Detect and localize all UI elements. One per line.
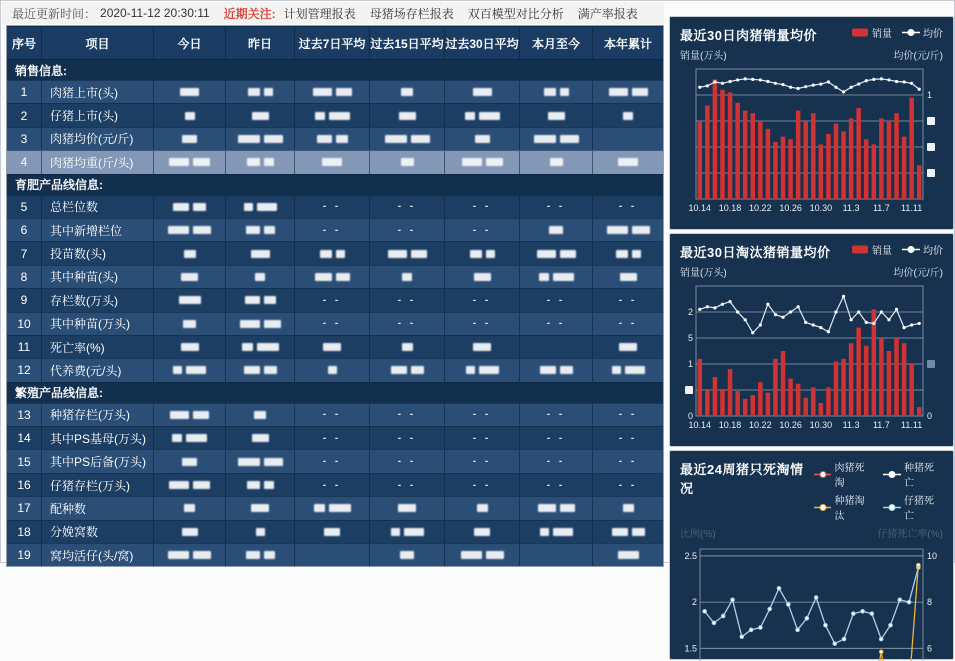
svg-text:11.11: 11.11 [901,203,923,213]
table-row[interactable] [7,150,663,173]
row-label: 其中新增栏位 [42,218,154,241]
empty-value-dashes: - - [593,449,663,472]
chart-canvas [680,63,941,215]
redacted-value [445,150,520,173]
empty-value-dashes: - - [445,218,520,241]
table-row[interactable] [7,265,663,288]
table-row[interactable] [7,520,663,543]
row-label: 投苗数(头) [42,241,154,264]
redacted-value [154,520,226,543]
left-axis-label: 销量(万头) [680,51,727,62]
empty-value-dashes: - - [593,288,663,311]
svg-text:10: 10 [927,550,938,561]
svg-text:11.7: 11.7 [872,420,890,430]
svg-text:2.5: 2.5 [684,550,697,561]
table-row[interactable] [7,288,663,311]
table-row[interactable] [7,312,663,335]
empty-value-dashes: - - [370,288,445,311]
redacted-value [226,312,295,335]
legend-label: 仔猪死亡 [904,496,934,522]
redacted-value [520,520,593,543]
line-dot-icon [883,503,901,512]
redacted-value [520,80,593,103]
redacted-value [370,241,445,264]
row-number: 2 [7,103,42,126]
chart-title: 最近24周猪只死淘情况 [680,462,804,496]
redacted-value [226,335,295,358]
redacted-value [520,241,593,264]
row-label: 其中种苗(头) [42,265,154,288]
redacted-value [154,312,226,335]
empty-value-dashes: - - [520,288,593,311]
empty-value-dashes: - - [445,473,520,496]
redacted-value [295,150,370,173]
empty-value-dashes: - - [593,195,663,218]
redacted-value [226,127,295,150]
section-header: 繁殖产品线信息: [7,382,663,403]
row-label: 配种数 [42,496,154,519]
row-label: 仔猪上市(头) [42,103,154,126]
legend-item[interactable] [814,492,874,522]
right-axis-label: 均价(元/斤) [893,268,943,279]
empty-value-dashes: - - [370,312,445,335]
redacted-value [370,127,445,150]
section-header: 育肥产品线信息: [7,174,663,195]
redacted-value [445,358,520,381]
chart-title: 最近30日肉猪销量均价 [680,28,817,43]
table-row[interactable] [7,496,663,519]
row-label: 存栏数(万头) [42,288,154,311]
redacted-value [295,496,370,519]
svg-text:10.18: 10.18 [718,203,742,213]
empty-value-dashes: - - [593,403,663,426]
table-row[interactable] [7,127,663,150]
line-dot-icon [902,245,920,254]
row-label: 肉猪均重(斤/头) [42,150,154,173]
svg-text:11.3: 11.3 [842,420,860,430]
table-row[interactable] [7,80,663,103]
legend-item[interactable] [851,242,892,257]
chart-card-cull-pig-sales [669,233,954,447]
redacted-value [154,403,226,426]
svg-text:10.26: 10.26 [779,203,802,213]
line-dot-icon [902,28,920,37]
row-number: 11 [7,335,42,358]
redacted-value [226,288,295,311]
svg-text:10.26: 10.26 [779,420,802,430]
redacted-value [520,103,593,126]
svg-text:11.7: 11.7 [872,203,890,213]
update-time-value: 2020-11-12 20:30:11 [100,6,210,20]
redacted-value [154,195,226,218]
chart-card-pig-sales [669,16,954,230]
redacted-value [295,241,370,264]
link-sow-farm-report[interactable]: 母猪场存栏报表 [369,6,454,21]
redacted-value [445,265,520,288]
empty-value-dashes: - - [520,449,593,472]
row-number: 13 [7,403,42,426]
empty-value-dashes: - - [295,312,370,335]
legend-label: 销量 [872,246,892,257]
redacted-value [520,150,593,173]
redacted-value [593,241,663,264]
redacted-value [226,218,295,241]
row-number: 16 [7,473,42,496]
row-number: 7 [7,241,42,264]
empty-value-dashes: - - [520,195,593,218]
empty-value-dashes: - - [445,449,520,472]
chart-legend [851,242,943,257]
row-number: 4 [7,150,42,173]
chart-canvas [680,541,941,661]
redacted-value [593,496,663,519]
row-number: 3 [7,127,42,150]
empty-value-dashes: - - [295,288,370,311]
line-dot-icon [814,470,832,479]
redacted-value [520,496,593,519]
column-header: 昨日 [226,26,295,59]
empty-value-dashes: - - [370,426,445,449]
redacted-value [154,288,226,311]
redacted-value [226,473,295,496]
svg-text:1: 1 [687,359,693,369]
svg-text:2: 2 [691,597,697,608]
line-dot-icon [814,503,832,512]
redacted-value [226,403,295,426]
redacted-value [295,335,370,358]
left-axis-label: 比例(%) [680,529,716,540]
column-header: 今日 [154,26,226,59]
legend-label: 种猪淘汰 [834,496,865,522]
empty-value-dashes: - - [520,473,593,496]
svg-text:2: 2 [687,307,693,317]
column-header: 本月至今 [520,26,593,59]
row-number: 1 [7,80,42,103]
redacted-value [226,358,295,381]
redacted-value [226,103,295,126]
chart-card-death-cull [669,450,954,660]
row-number: 19 [7,543,42,566]
svg-text:10.22: 10.22 [749,420,772,430]
svg-text:10.14: 10.14 [688,420,712,430]
redacted-value [593,103,663,126]
chart-title: 最近30日淘汰猪销量均价 [680,245,831,260]
chart-legend [814,459,943,522]
redacted-value [520,265,593,288]
redacted-value [520,358,593,381]
redacted-value [593,520,663,543]
redacted-value [295,103,370,126]
redacted-value [370,496,445,519]
redacted-value [226,520,295,543]
empty-value-dashes: - - [370,403,445,426]
row-label: 仔猪存栏(万头) [42,473,154,496]
row-number: 5 [7,195,42,218]
redacted-value [370,520,445,543]
column-header: 过去30日平均 [445,26,520,59]
row-label: 肉猪均价(元/斤) [42,127,154,150]
row-number: 17 [7,496,42,519]
table-row[interactable] [7,358,663,381]
chart-legend [851,25,943,40]
redacted-value [370,150,445,173]
empty-value-dashes: - - [295,426,370,449]
redacted-value [445,80,520,103]
redacted-value [226,449,295,472]
link-model-compare-report[interactable]: 双百模型对比分析 [467,6,564,21]
redacted-value [520,127,593,150]
update-time-label: 最近更新时间： [12,6,97,21]
redacted-value [445,520,520,543]
redacted-value [593,335,663,358]
table-row[interactable] [7,103,663,126]
row-label: 窝均活仔(头/窝) [42,543,154,566]
empty-value-dashes: - - [593,473,663,496]
legend-label: 销量 [872,29,892,40]
redacted-value [226,80,295,103]
row-label: 总栏位数 [42,195,154,218]
table-row[interactable] [7,473,663,496]
row-number: 8 [7,265,42,288]
svg-text:1.5: 1.5 [684,643,697,654]
legend-item[interactable] [851,25,892,40]
legend-item[interactable] [902,242,943,257]
redacted-value [295,265,370,288]
svg-text:8: 8 [927,597,933,608]
svg-text:0: 0 [687,411,693,421]
redacted-value [226,496,295,519]
redacted-value [154,80,226,103]
redacted-value [445,127,520,150]
redacted-value [154,473,226,496]
row-label: 代养费(元/头) [42,358,154,381]
redacted-value [154,150,226,173]
svg-text:11.3: 11.3 [842,203,860,213]
redacted-value [154,265,226,288]
svg-text:10.30: 10.30 [809,203,833,213]
chart-canvas [680,280,941,432]
row-number: 12 [7,358,42,381]
redacted-value [445,335,520,358]
empty-value-dashes: - - [295,449,370,472]
table-row[interactable] [7,218,663,241]
legend-item[interactable] [902,25,943,40]
redacted-value [295,127,370,150]
svg-text:1: 1 [927,90,933,100]
link-full-capacity-report[interactable]: 满产率报表 [577,6,638,21]
svg-text:10.30: 10.30 [809,420,833,430]
redacted-value [154,426,226,449]
redacted-value [154,241,226,264]
redacted-value [154,335,226,358]
redacted-value [295,80,370,103]
legend-label: 均价 [923,246,943,257]
empty-value-dashes: - - [520,403,593,426]
empty-value-dashes: - - [295,403,370,426]
svg-text:11.11: 11.11 [901,420,923,430]
empty-value-dashes: - - [370,449,445,472]
table-row[interactable] [7,426,663,449]
redacted-value [154,127,226,150]
redacted-value [370,265,445,288]
redacted-value [154,218,226,241]
empty-value-dashes: - - [445,195,520,218]
table-row[interactable] [7,449,663,472]
empty-value-dashes: - - [295,473,370,496]
legend-item[interactable] [883,459,943,489]
redacted-value [593,218,663,241]
row-number: 15 [7,449,42,472]
empty-value-dashes: - - [593,426,663,449]
row-label: 分娩窝数 [42,520,154,543]
empty-value-dashes: - - [445,312,520,335]
row-number: 14 [7,426,42,449]
row-label: 其中PS基母(万头) [42,426,154,449]
svg-text:6: 6 [927,643,933,654]
redacted-value [593,80,663,103]
line-dot-icon [883,470,901,479]
empty-cell [593,127,663,150]
empty-value-dashes: - - [370,473,445,496]
right-axis-label: 仔猪死亡率(%) [877,529,943,540]
recent-focus-label: 近期关注: [223,6,276,21]
redacted-value [593,265,663,288]
empty-value-dashes: - - [520,426,593,449]
row-number: 9 [7,288,42,311]
column-header: 过去15日平均 [370,26,445,59]
empty-value-dashes: - - [370,195,445,218]
redacted-value [445,496,520,519]
svg-text:0: 0 [927,411,933,421]
row-number: 18 [7,520,42,543]
empty-value-dashes: - - [295,218,370,241]
legend-label: 种猪死亡 [904,463,934,489]
row-number: 6 [7,218,42,241]
redacted-value [295,520,370,543]
redacted-value [593,358,663,381]
table-header-row [7,26,663,59]
row-label: 死亡率(%) [42,335,154,358]
empty-value-dashes: - - [445,288,520,311]
legend-item[interactable] [883,492,943,522]
column-header: 序号 [7,26,42,59]
left-axis-label: 销量(万头) [680,268,727,279]
top-status-bar [2,2,664,24]
empty-cell [520,335,593,358]
redacted-value [226,241,295,264]
row-label: 其中种苗(万头) [42,312,154,335]
link-plan-report[interactable]: 计划管理报表 [283,6,356,21]
table-row[interactable] [7,241,663,264]
row-number: 10 [7,312,42,335]
redacted-value [154,103,226,126]
empty-value-dashes: - - [445,426,520,449]
empty-value-dashes: - - [520,312,593,335]
svg-text:10.14: 10.14 [688,203,712,213]
redacted-value [593,150,663,173]
column-header: 本年累计 [593,26,663,59]
svg-text:10.22: 10.22 [749,203,772,213]
redacted-value [445,103,520,126]
redacted-value [226,150,295,173]
redacted-value [154,358,226,381]
redacted-value [370,80,445,103]
legend-label: 肉猪死淘 [834,463,865,489]
legend-item[interactable] [814,459,874,489]
row-label: 肉猪上市(头) [42,80,154,103]
redacted-value [154,496,226,519]
empty-value-dashes: - - [370,218,445,241]
redacted-value [370,335,445,358]
empty-value-dashes: - - [593,312,663,335]
table-row[interactable] [7,403,663,426]
right-axis-label: 均价(元/斤) [893,51,943,62]
table-row[interactable] [7,195,663,218]
table-row[interactable] [7,335,663,358]
empty-value-dashes: - - [445,403,520,426]
column-header: 过去7日平均 [295,26,370,59]
legend-label: 均价 [923,29,943,40]
redacted-value [226,426,295,449]
redacted-value [370,103,445,126]
bar-swatch-icon [851,245,869,254]
redacted-value [226,265,295,288]
report-table [6,25,664,567]
redacted-value [370,358,445,381]
redacted-value [520,218,593,241]
empty-value-dashes: - - [295,195,370,218]
column-header: 项目 [42,26,154,59]
redacted-value [226,195,295,218]
section-header: 销售信息: [7,59,663,80]
svg-text:5: 5 [687,333,693,343]
bar-swatch-icon [851,28,869,37]
row-label: 种猪存栏(万头) [42,403,154,426]
svg-text:10.18: 10.18 [718,420,742,430]
redacted-value [445,241,520,264]
row-label: 其中PS后备(万头) [42,449,154,472]
redacted-value [295,358,370,381]
redacted-value [154,449,226,472]
